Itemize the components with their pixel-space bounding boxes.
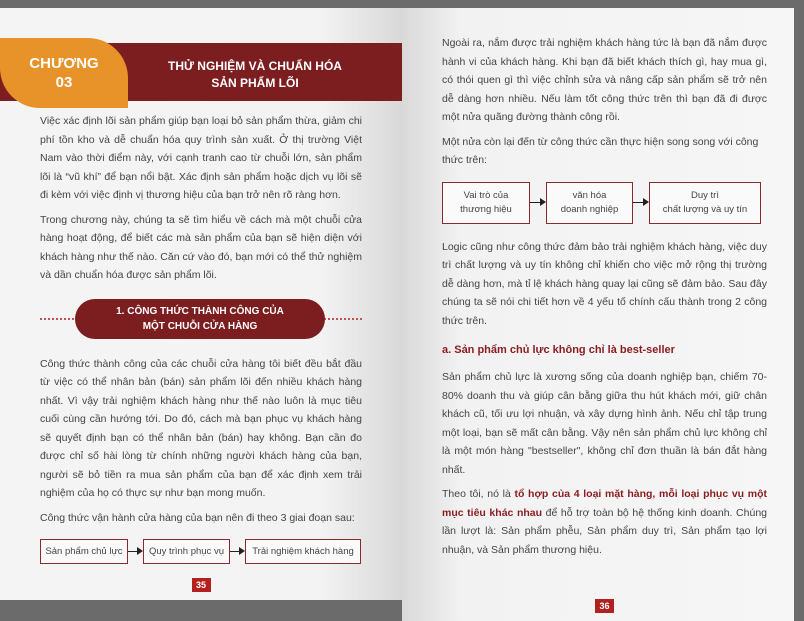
section-heading — [75, 299, 325, 339]
section-heading-wrap — [40, 299, 362, 339]
paragraph: Sản phẩm chủ lực là xương sống của doanh nghiệp bạn, chiếm 70-80% doanh thu và giúp cân bằng giữa thu hút khách mới, giữ chân khách cũ, tối ưu lợi nhuận, và xây dựng hình ảnh. Nếu chỉ tập trung một loại, bạn sẽ mất cân bằng. Vậy nên sản phẩm chủ lực không chỉ là một món hàng "bestseller", không chỉ đơn thuần là bán đắt hàng nhất. — [442, 371, 767, 476]
emphasis-text: tổ hợp của 4 loại mặt hàng, mỗi loại phục vụ một mục tiêu khác nhau — [442, 488, 767, 519]
chapter-tab — [0, 38, 128, 108]
paragraph-text: Theo tôi, nó là — [442, 488, 515, 500]
paragraph — [442, 485, 767, 559]
flow-box: Quy trình phục vụ — [143, 539, 230, 564]
chapter-number: 03 — [55, 74, 73, 91]
paragraph: Ngoài ra, nắm được trải nghiệm khách hàng tức là bạn đã nắm được hành vi của khách hàng. Khi bạn đã biết khách thích gì, hay mua gì, có thói quen gì thì việc chỉnh sửa và nâng cấp sản phẩm sẽ trở nên dễ dàng hơn nhiều. Nếu làm tốt công thức trên thì bạn đã đi được một nửa quãng đường thành công rồi. — [442, 37, 767, 123]
flow-diagram — [442, 182, 767, 224]
flow-box — [442, 182, 530, 224]
flow-box-line: Duy trì — [691, 189, 719, 201]
paragraph: Công thức thành công của các chuỗi cửa hàng tôi biết đều bắt đầu từ việc có thể nhân bản (bán) sản phẩm lõi đến nhiều khách hàng nhất. Vì vậy trải nghiệm khách hàng như thế nào luôn là mục tiêu cuối cùng cần hướng tới. Do đó, cách mà bạn phục vụ khách hàng sẽ quyết định bạn có thể nhân bản (bán) hay không. Bạn cần đo được chỉ số hài lòng từ chính những người khách hàng của bạn, người sẽ bỏ tiền ra mua sản phẩm của bạn để xác định xem trải nghiệm của họ có thực sự như bạn mong muốn. — [40, 357, 362, 499]
section-heading-line2: MỘT CHUỖI CỬA HÀNG — [142, 320, 258, 332]
flow-box: Trải nghiệm khách hàng — [245, 539, 361, 564]
page-number: 36 — [595, 599, 614, 613]
subsection-heading: a. Sản phẩm chủ lực không chỉ là best-seller — [442, 344, 675, 356]
chapter-title-line2: SẢN PHẨM LÕI — [211, 76, 299, 90]
paragraph: Công thức vận hành cửa hàng của bạn nên đi theo 3 giai đoạn sau: — [40, 511, 355, 524]
chapter-title-line1: THỬ NGHIỆM VÀ CHUẨN HÓA — [168, 59, 342, 73]
page-number: 35 — [192, 578, 211, 592]
section-heading-line1: 1. CÔNG THỨC THÀNH CÔNG CỦA — [116, 305, 284, 317]
flow-box-line: thương hiệu — [460, 203, 512, 215]
left-page — [0, 8, 402, 600]
flow-diagram — [40, 539, 362, 564]
flow-box-line: văn hóa — [572, 189, 607, 201]
paragraph: Trong chương này, chúng ta sẽ tìm hiểu về cách mà một chuỗi cửa hàng hoạt động, để biết các mà sản phẩm của bạn sẽ hiện diện với khách hàng như thế nào. Căn cứ vào đó, bạn mới có thể thử nghiệm và dần chuẩn hóa được sản phẩm lõi. — [40, 213, 362, 281]
chapter-title — [140, 58, 370, 92]
flow-box — [649, 182, 761, 224]
flow-box: Sản phẩm chủ lực — [40, 539, 128, 564]
paragraph: Một nửa còn lại đến từ công thức cần thực hiện song song với công thức trên: — [442, 135, 759, 166]
arrow-icon — [230, 551, 242, 552]
paragraph: Việc xác định lõi sản phẩm giúp bạn loại bỏ sản phẩm thừa, giảm chi phí tồn kho và dễ chuẩn hóa quy trình sản xuất. Ở thị trường Việt Nam vào thời điểm này, với cạnh tranh cao từ chuỗi lớn, sản phẩm lõi là “vũ khí” để bạn nổi bật. Xác định sản phẩm hoặc dịch vụ lõi sẽ đi kèm với việc định vị thương hiệu của bạn trở nên rõ ràng hơn. — [40, 115, 362, 201]
arrow-icon — [128, 551, 140, 552]
flow-box-line: doanh nghiệp — [560, 203, 619, 215]
right-page — [402, 8, 794, 621]
arrow-icon — [633, 202, 646, 203]
flow-box-line: chất lượng và uy tín — [662, 203, 748, 215]
paragraph: Logic cũng như công thức đảm bảo trải nghiệm khách hàng, việc duy trì chất lượng và uy tín không chỉ khiến cho việc mở rộng thị trường dễ dàng hơn, mà tỉ lệ khách hàng quay lại cũng sẽ đảm bảo. Sau đây chúng ta sẽ nói chi tiết hơn về 4 yếu tố chính cấu thành trong 2 công thức trên. — [442, 240, 767, 327]
arrow-icon — [530, 202, 543, 203]
chapter-label: CHƯƠNG — [29, 55, 99, 72]
flow-box — [546, 182, 633, 224]
flow-box-line: Vai trò của — [463, 189, 509, 201]
paragraph-text: để hỗ trợ toàn bộ hệ thống kinh doanh. Chúng lần lượt là: Sản phẩm phễu, Sản phẩm duy trì, Sản phẩm tạo lợi nhuận, và Sản phẩm thương hiệu. — [442, 506, 767, 556]
